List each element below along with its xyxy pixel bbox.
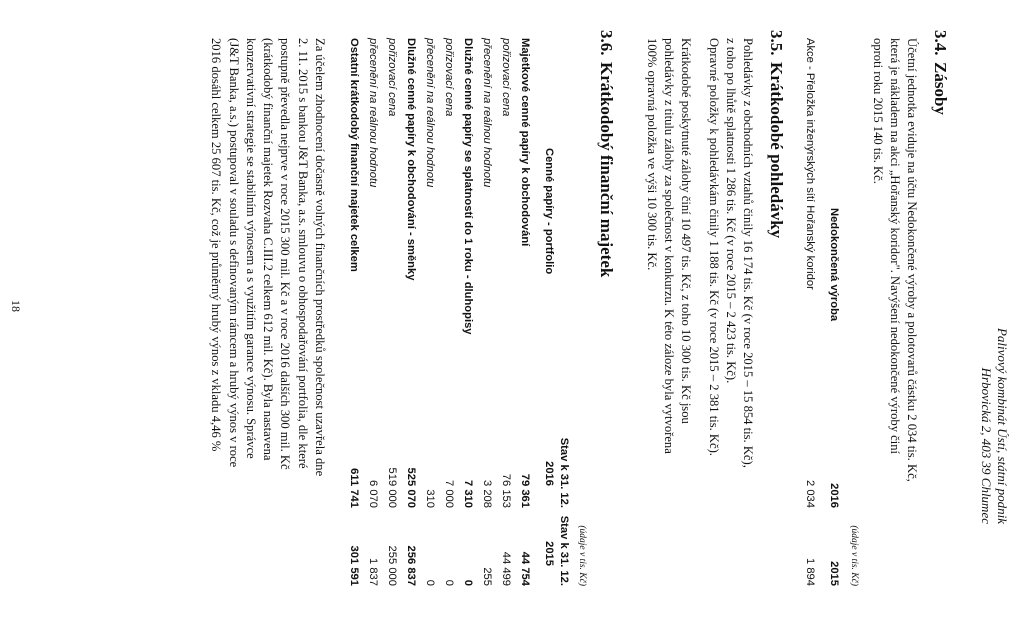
- paragraph-line: 100% opravná položka ve výši 10 300 tis. Kč.: [645, 38, 659, 271]
- paragraph-zasoby: [869, 38, 920, 598]
- row-value-2016: 525 070: [405, 467, 417, 508]
- row-value-2015: 1 837: [367, 558, 379, 586]
- row-label: pořizovací cena: [500, 38, 512, 117]
- units-note: (údaje v tis. Kč): [577, 525, 587, 586]
- row-value-2015: 301 591: [348, 545, 360, 586]
- table-row: [479, 38, 495, 618]
- section-title: Krátkodobé pohledávky: [767, 62, 786, 239]
- row-value-2016: 3 208: [481, 480, 493, 508]
- paragraph-line: Za účelem zhodnocení dočasně volných finančních prostředků společnost uzavřela dne: [313, 38, 327, 477]
- table-col2-year: 2015: [543, 541, 555, 566]
- paragraph-zalohy: [643, 38, 694, 598]
- section-number: 3.6.: [597, 30, 616, 56]
- row-label: přecenění na reálnou hodnotu: [367, 38, 379, 188]
- section-title: Krátkodobý finanční majetek: [597, 62, 616, 278]
- paragraph-line: 2. 11. 2015 s bankou J&T Banka, a.s. smlouvu o obhospodařování portfolia, dle které: [295, 38, 310, 469]
- row-value-2015: 1 894: [804, 558, 816, 586]
- units-note: (údaje v tis. Kč): [849, 525, 859, 586]
- row-label: Majetkové cenné papíry k obchodování: [519, 38, 531, 247]
- table-row-equity-securities: [517, 38, 533, 618]
- table-row: [498, 38, 514, 618]
- row-value-2016: 76 153: [500, 473, 512, 508]
- section-heading-3-4: [932, 30, 948, 115]
- section-title: Zásoby: [931, 62, 950, 115]
- row-value-2016: 79 361: [519, 473, 531, 508]
- table-col-2016: 2016: [828, 483, 840, 508]
- table-header-row: [826, 38, 842, 618]
- header-address: Hrbovická 2, 403 39 Chlumec: [979, 367, 994, 524]
- row-value-2015: 255: [481, 567, 493, 586]
- table-row: [384, 38, 400, 618]
- row-label: pořizovací cena: [443, 38, 455, 117]
- paragraph-line: z toho po lhůtě splatnosti 1 286 tis. Kč (v roce 2015 – 2 423 tis. Kč).: [724, 38, 738, 384]
- row-label: Dlužné cenné papíry k obchodování - směnky: [405, 38, 417, 281]
- table-row: [441, 38, 457, 618]
- table-row: [422, 38, 438, 618]
- row-label: přecenění na reálnou hodnotu: [481, 38, 493, 188]
- paragraph-line: oproti roku 2015 140 tis. Kč.: [871, 38, 885, 184]
- row-value-2015: 0: [462, 579, 474, 586]
- table-col1-year: 2016: [543, 461, 555, 486]
- row-value-2015: 255 000: [386, 545, 398, 586]
- table-row: [365, 38, 381, 618]
- table-header-row-b: [541, 38, 557, 618]
- row-value-2016: 6 070: [367, 480, 379, 508]
- page-number: 18: [9, 300, 23, 312]
- paragraph-portfolio: [207, 38, 328, 598]
- table-header-row-a: [556, 38, 572, 618]
- paragraph-line: Krátkodobé poskytnuté zálohy činí 10 497 tis. Kč, z toho 10 300 tis. Kč jsou: [679, 38, 693, 424]
- paragraph-line: Pohledávky z obchodních vztahů činily 16 174 tis. Kč (v roce 2015 – 15 854 tis. Kč),: [741, 38, 755, 468]
- row-value-2015: 0: [424, 579, 436, 586]
- row-label: pořizovací cena: [386, 38, 398, 117]
- paragraph-line: Opravné položky k pohledávkám činily 1 188 tis. Kč (v roce 2015 – 2 381 tis. Kč).: [707, 38, 721, 456]
- paragraph-line: 2016 dosáhl celkem 25 607 tis. Kč, což je průměrný hrubý výnos z vkladu 4,46 %: [209, 38, 224, 452]
- header-company: Palivový kombinát Ústí, státní podnik: [995, 327, 1010, 524]
- row-label: Dlužné cenné papíry se splatností do 1 roku - dluhopisy: [462, 38, 474, 335]
- paragraph-line: která je nákladem na akci „Hořanský koridor". Navýšení nedokončené výroby činí: [888, 38, 902, 455]
- table-row-bonds: [460, 38, 476, 618]
- section-number: 3.4.: [931, 30, 950, 56]
- table-col1-heading: Stav k 31. 12.: [558, 437, 570, 508]
- paragraph-line: postupně převedla nejprve v roce 2015 300 mil. Kč a v roce 2016 dalších 300 mil. Kč: [278, 38, 293, 470]
- row-label: Akce - Přeložka inženýrských sítí Hořanský koridor: [804, 38, 816, 290]
- paragraph-line: Účetní jednotka eviduje na účtu Nedokončené výroby a polotovarů částku 2 034 tis. Kč,: [905, 38, 919, 482]
- section-heading-3-6: [598, 30, 614, 277]
- paragraph-line: (krátkodobý finanční majetek Rozvaha C.III.2 celkem 612 mil. Kč). Byla nastavena: [261, 38, 276, 461]
- table-header-label: Cenné papíry - portfolio: [543, 148, 555, 275]
- row-value-2016: 519 000: [386, 467, 398, 508]
- row-label: přecenění na reálnou hodnotu: [424, 38, 436, 188]
- row-value-2016: 2 034: [804, 480, 816, 508]
- section-number: 3.5.: [767, 30, 786, 56]
- row-value-2015: 0: [443, 579, 455, 586]
- row-value-2016: 7 000: [443, 480, 455, 508]
- paragraph-pohledavky: [705, 38, 756, 598]
- table-row-bills: [403, 38, 419, 618]
- row-value-2015: 256 837: [405, 545, 417, 586]
- row-label: Ostatní krátkodobý finanční majetek celkem: [348, 38, 360, 272]
- paragraph-line: (J&T Banka, a.s.) postupoval v souladu s definovaným rámcem a hrubý výnos v roce: [226, 38, 241, 468]
- table-header-label: Nedokončená výroba: [828, 208, 840, 322]
- row-value-2016: 7 310: [462, 480, 474, 508]
- row-value-2015: 44 754: [519, 551, 531, 586]
- table-row: [802, 38, 818, 618]
- table-col2-heading: Stav k 31. 12.: [558, 515, 570, 586]
- row-value-2015: 44 499: [500, 551, 512, 586]
- paragraph-line: pohledávky z titulu zálohy za společnost v konkurzu. K této záloze byla vytvořena: [662, 38, 676, 454]
- row-value-2016: 611 741: [348, 468, 360, 508]
- table-row-total: [346, 38, 362, 618]
- paragraph-line: konzervativní strategie se stabilním výnosem a s využitím garance výnosu. Správce: [243, 38, 258, 459]
- table-col-2015: 2015: [828, 561, 840, 586]
- section-heading-3-5: [768, 30, 784, 238]
- row-value-2016: 310: [424, 489, 436, 508]
